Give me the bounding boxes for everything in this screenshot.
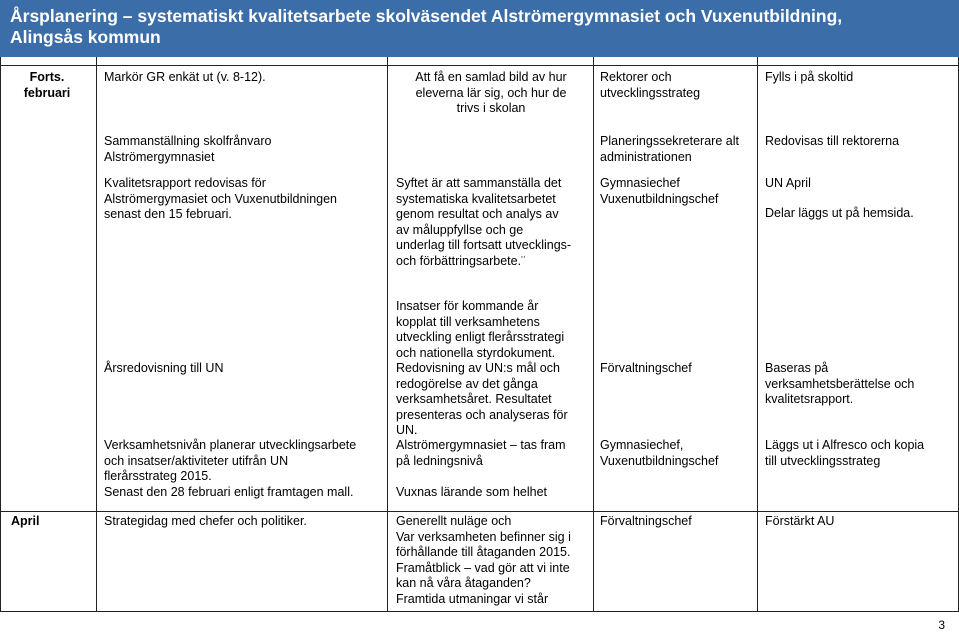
responsible-cell: Rektorer och utvecklingsstrateg — [600, 70, 701, 100]
column-divider — [387, 57, 388, 612]
note-cell: Förstärkt AU — [765, 514, 835, 528]
note-cell: UN April — [765, 176, 811, 190]
responsible-cell: Förvaltningschef — [600, 361, 692, 375]
purpose-cell: Insatser för kommande år kopplat till verksamhetens utveckling enligt flerårsstrategi och nationella styrdokument. Redovisning av UN:s mål och redogörelse av det gånga verksamhetsåret. Resultatet presenteras och analyseras för UN. — [396, 299, 568, 437]
responsible-cell: Planeringssekreterare alt administrationen — [600, 134, 739, 164]
note-cell: Baseras på verksamhetsberättelse och kvalitetsrapport. — [765, 361, 915, 406]
responsible-cell: Gymnasiechef Vuxenutbildningschef — [600, 176, 719, 206]
purpose-cell: Generellt nuläge och Var verksamheten befinner sig i förhållande till åtaganden 2015. Framåtblick – vad gör att vi inte kan nå våra åtaganden? Framtida utmaningar vi står — [396, 514, 571, 606]
column-divider — [96, 57, 97, 612]
period-cell: Forts. februari — [23, 70, 71, 100]
purpose-cell: Syftet är att sammanställa det systematiska kvalitetsarbetet genom resultat och analys av av måluppfyllse och ge underlag till fortsatt utvecklings- och förbättringsarbete.¨ — [396, 176, 572, 268]
purpose-cell: Alströmergymnasiet – tas fram på ledningsnivå — [396, 438, 566, 468]
page-number: 3 — [938, 618, 945, 632]
note-cell: Läggs ut i Alfresco och kopia till utvecklingsstrateg — [765, 438, 925, 468]
responsible-cell: Gymnasiechef, Vuxenutbildningschef — [600, 438, 719, 468]
responsible-cell: Förvaltningschef — [600, 514, 692, 528]
activity-cell: Sammanställning skolfrånvaro Alströmergymnasiet — [104, 134, 272, 164]
column-divider — [593, 57, 594, 612]
activity-cell: Markör GR enkät ut (v. 8-12). — [104, 70, 266, 84]
activity-cell: Strategidag med chefer och politiker. — [104, 514, 307, 528]
activity-cell: Kvalitetsrapport redovisas för Alströmergymasiet och Vuxenutbildningen senast den 15 februari. — [104, 176, 337, 221]
row-divider — [0, 611, 959, 612]
column-divider — [757, 57, 758, 612]
activity-cell: Årsredovisning till UN — [104, 361, 224, 375]
period-cell: April — [11, 514, 40, 528]
purpose-cell: Vuxnas lärande som helhet — [396, 485, 548, 499]
title-line-1: Årsplanering – systematiskt kvalitetsarbete skolväsendet Alströmergymnasiet och Vuxenutbildning, — [10, 6, 843, 26]
column-divider — [0, 57, 1, 612]
row-divider — [0, 511, 959, 512]
purpose-cell: Att få en samlad bild av hur eleverna lär sig, och hur de trivs i skolan — [415, 70, 567, 115]
note-cell: Redovisas till rektorerna — [765, 134, 900, 148]
note-cell: Fylls i på skoltid — [765, 70, 854, 84]
document-title — [0, 0, 959, 57]
note-cell: Delar läggs ut på hemsida. — [765, 206, 914, 220]
title-line-2: Alingsås kommun — [10, 27, 161, 47]
row-divider — [0, 65, 959, 66]
activity-cell: Verksamhetsnivån planerar utvecklingsarbete och insatser/aktiviteter utifrån UN flerårsstrateg 2015. Senast den 28 februari enligt framtagen mall. — [104, 438, 357, 499]
